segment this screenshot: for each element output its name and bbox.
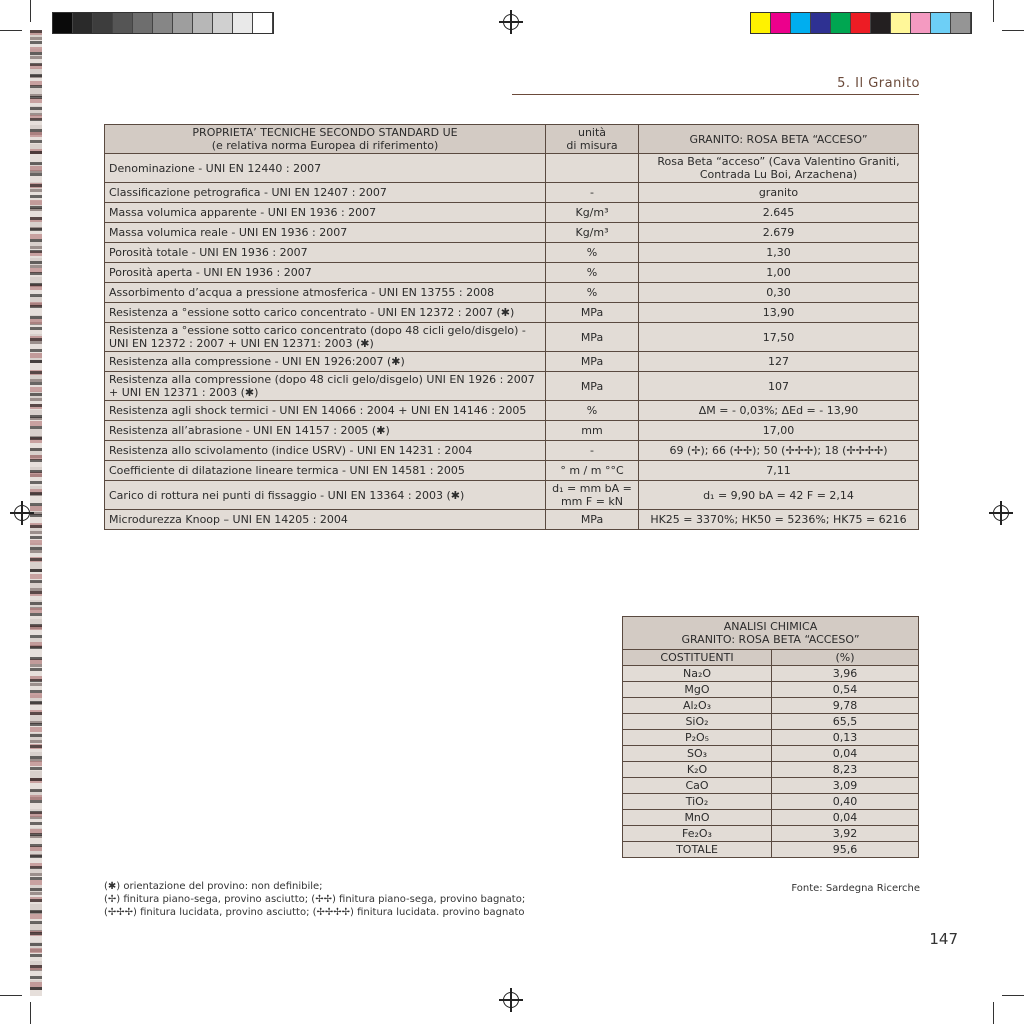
unit-cell: %	[546, 283, 639, 303]
percent-cell: 95,6	[772, 842, 919, 858]
color-calibration-bar	[750, 12, 972, 34]
registration-mark-left	[14, 505, 30, 521]
unit-cell: %	[546, 243, 639, 263]
unit-cell: %	[546, 263, 639, 283]
table-row	[105, 481, 919, 510]
table-row	[105, 421, 919, 441]
constituent-cell: K₂O	[623, 762, 772, 778]
property-cell: Coefficiente di dilatazione lineare termica - UNI EN 14581 : 2005	[105, 461, 546, 481]
header-properties	[105, 125, 546, 154]
constituent-cell: SO₃	[623, 746, 772, 762]
color-swatch	[951, 13, 971, 33]
value-cell: 17,50	[639, 323, 919, 352]
list-item	[623, 666, 919, 682]
property-cell: Massa volumica apparente - UNI EN 1936 : 2007	[105, 203, 546, 223]
chem-title-line2: GRANITO: ROSA BETA “ACCESO”	[681, 633, 860, 646]
value-cell: 127	[639, 352, 919, 372]
list-item	[623, 794, 919, 810]
table-row	[105, 263, 919, 283]
table-row	[105, 243, 919, 263]
gray-swatch	[213, 13, 233, 33]
property-cell: Carico di rottura nei punti di fissaggio - UNI EN 13364 : 2003 (✱)	[105, 481, 546, 510]
table-row	[105, 323, 919, 352]
color-swatch	[811, 13, 831, 33]
table-row	[105, 223, 919, 243]
gray-swatch	[113, 13, 133, 33]
list-item	[623, 762, 919, 778]
property-cell: Resistenza agli shock termici - UNI EN 14066 : 2004 + UNI EN 14146 : 2005	[105, 401, 546, 421]
property-cell: Resistenza alla compressione (dopo 48 cicli gelo/disgelo) UNI EN 1926 : 2007 + UNI EN 12371 : 2003 (✱)	[105, 372, 546, 401]
unit-cell: MPa	[546, 352, 639, 372]
crop-mark	[993, 1002, 994, 1024]
color-swatch	[751, 13, 771, 33]
percent-cell: 8,23	[772, 762, 919, 778]
value-cell: 69 (✢); 66 (✢✢); 50 (✢✢✢); 18 (✢✢✢✢)	[639, 441, 919, 461]
table-row	[105, 203, 919, 223]
grayscale-calibration-bar	[52, 12, 274, 34]
gray-swatch	[73, 13, 93, 33]
header-granite: GRANITO: ROSA BETA “ACCESO”	[639, 125, 919, 154]
value-cell: d₁ = 9,90 bA = 42 F = 2,14	[639, 481, 919, 510]
chem-title-line1: ANALISI CHIMICA	[723, 620, 818, 633]
table-row	[105, 372, 919, 401]
constituent-cell: MgO	[623, 682, 772, 698]
chemical-analysis-table	[622, 616, 919, 858]
color-swatch	[851, 13, 871, 33]
header-unit-line1: unità	[577, 126, 607, 139]
unit-cell: mm	[546, 421, 639, 441]
page-number: 147	[929, 930, 958, 948]
footnote-line: (✱) orientazione del provino: non definibile;	[104, 881, 323, 892]
property-cell: Resistenza a °essione sotto carico concentrato - UNI EN 12372 : 2007 (✱)	[105, 303, 546, 323]
header-unit	[546, 125, 639, 154]
value-cell: Rosa Beta “acceso” (Cava Valentino Graniti, Contrada Lu Boi, Arzachena)	[639, 154, 919, 183]
gray-swatch	[133, 13, 153, 33]
unit-cell: MPa	[546, 510, 639, 530]
value-cell: 2.679	[639, 223, 919, 243]
unit-cell: MPa	[546, 323, 639, 352]
property-cell: Microdurezza Knoop – UNI EN 14205 : 2004	[105, 510, 546, 530]
table-header-row	[105, 125, 919, 154]
constituent-cell: P₂O₅	[623, 730, 772, 746]
constituent-cell: CaO	[623, 778, 772, 794]
value-cell: 1,00	[639, 263, 919, 283]
unit-cell: -	[546, 183, 639, 203]
property-cell: Resistenza alla compressione - UNI EN 1926:2007 (✱)	[105, 352, 546, 372]
constituent-cell: TOTALE	[623, 842, 772, 858]
list-item	[623, 698, 919, 714]
constituent-cell: TiO₂	[623, 794, 772, 810]
percent-cell: 0,13	[772, 730, 919, 746]
constituent-cell: SiO₂	[623, 714, 772, 730]
percent-cell: 0,04	[772, 746, 919, 762]
crop-mark	[993, 0, 994, 22]
color-swatch	[771, 13, 791, 33]
constituent-cell: Fe₂O₃	[623, 826, 772, 842]
property-cell: Porosità aperta - UNI EN 1936 : 2007	[105, 263, 546, 283]
constituent-cell: MnO	[623, 810, 772, 826]
table-row	[105, 183, 919, 203]
chem-header-constituents: COSTITUENTI	[623, 650, 772, 666]
percent-cell: 3,09	[772, 778, 919, 794]
property-cell: Porosità totale - UNI EN 1936 : 2007	[105, 243, 546, 263]
percent-cell: 3,96	[772, 666, 919, 682]
section-title: 5. Il Granito	[837, 76, 920, 91]
table-row	[105, 352, 919, 372]
value-cell: 0,30	[639, 283, 919, 303]
crop-mark	[1002, 995, 1024, 996]
color-swatch	[871, 13, 891, 33]
unit-cell: d₁ = mm bA = mm F = kN	[546, 481, 639, 510]
crop-mark	[30, 0, 31, 22]
table-row	[105, 441, 919, 461]
unit-cell: %	[546, 401, 639, 421]
header-properties-line1: PROPRIETA’ TECNICHE SECONDO STANDARD UE	[192, 126, 458, 139]
source-note: Fonte: Sardegna Ricerche	[791, 883, 920, 894]
crop-mark	[0, 995, 22, 996]
technical-properties-table	[104, 124, 919, 530]
table-row	[105, 283, 919, 303]
percent-cell: 65,5	[772, 714, 919, 730]
percent-cell: 3,92	[772, 826, 919, 842]
list-item	[623, 730, 919, 746]
footnote-line: (✢) finitura piano-sega, provino asciutto; (✢✢) finitura piano-sega, provino bagnato;	[104, 894, 526, 905]
chem-title-row	[623, 617, 919, 650]
footnotes	[104, 880, 525, 919]
property-cell: Resistenza a °essione sotto carico concentrato (dopo 48 cicli gelo/disgelo) - UNI EN 12372 : 2007 + UNI EN 12371: 2003 (✱)	[105, 323, 546, 352]
unit-cell: Kg/m³	[546, 223, 639, 243]
color-swatch	[911, 13, 931, 33]
gray-swatch	[153, 13, 173, 33]
list-item	[623, 842, 919, 858]
constituent-cell: Na₂O	[623, 666, 772, 682]
value-cell: ΔM = - 0,03%; ΔEd = - 13,90	[639, 401, 919, 421]
property-cell: Assorbimento d’acqua a pressione atmosferica - UNI EN 13755 : 2008	[105, 283, 546, 303]
value-cell: 13,90	[639, 303, 919, 323]
property-cell: Denominazione - UNI EN 12440 : 2007	[105, 154, 546, 183]
percent-cell: 0,04	[772, 810, 919, 826]
percent-cell: 9,78	[772, 698, 919, 714]
chem-header-row	[623, 650, 919, 666]
gray-swatch	[53, 13, 73, 33]
table-row	[105, 154, 919, 183]
percent-cell: 0,54	[772, 682, 919, 698]
unit-cell: -	[546, 441, 639, 461]
section-rule	[512, 94, 919, 95]
gray-swatch	[93, 13, 113, 33]
gray-swatch	[253, 13, 273, 33]
list-item	[623, 810, 919, 826]
table-row	[105, 303, 919, 323]
registration-mark-top	[503, 14, 519, 30]
unit-cell: MPa	[546, 372, 639, 401]
header-properties-line2: (e relativa norma Europea di riferimento)	[211, 139, 439, 152]
list-item	[623, 682, 919, 698]
unit-cell: MPa	[546, 303, 639, 323]
header-unit-line2: di misura	[566, 139, 618, 152]
chem-header-percent: (%)	[772, 650, 919, 666]
percent-cell: 0,40	[772, 794, 919, 810]
value-cell: granito	[639, 183, 919, 203]
value-cell: 7,11	[639, 461, 919, 481]
value-cell: 2.645	[639, 203, 919, 223]
list-item	[623, 826, 919, 842]
crop-mark	[30, 1002, 31, 1024]
property-cell: Massa volumica reale - UNI EN 1936 : 2007	[105, 223, 546, 243]
constituent-cell: Al₂O₃	[623, 698, 772, 714]
list-item	[623, 778, 919, 794]
unit-cell: Kg/m³	[546, 203, 639, 223]
value-cell: 17,00	[639, 421, 919, 441]
color-swatch	[891, 13, 911, 33]
color-swatch	[831, 13, 851, 33]
value-cell: 1,30	[639, 243, 919, 263]
property-cell: Resistenza allo scivolamento (indice USRV) - UNI EN 14231 : 2004	[105, 441, 546, 461]
color-swatch	[791, 13, 811, 33]
gray-swatch	[233, 13, 253, 33]
crop-mark	[0, 30, 22, 31]
table-row	[105, 461, 919, 481]
property-cell: Resistenza all’abrasione - UNI EN 14157 : 2005 (✱)	[105, 421, 546, 441]
property-cell: Classificazione petrografica - UNI EN 12407 : 2007	[105, 183, 546, 203]
crop-mark	[1002, 30, 1024, 31]
value-cell: HK25 = 3370%; HK50 = 5236%; HK75 = 6216	[639, 510, 919, 530]
list-item	[623, 746, 919, 762]
unit-cell	[546, 154, 639, 183]
list-item	[623, 714, 919, 730]
table-row	[105, 510, 919, 530]
color-swatch	[931, 13, 951, 33]
footnote-line: (✢✢✢) finitura lucidata, provino asciutto; (✢✢✢✢) finitura lucidata. provino bagnato	[104, 907, 525, 918]
gray-swatch	[173, 13, 193, 33]
unit-cell: ° m / m °°C	[546, 461, 639, 481]
registration-mark-right	[993, 505, 1009, 521]
chem-title	[623, 617, 919, 650]
value-cell: 107	[639, 372, 919, 401]
registration-mark-bottom	[503, 992, 519, 1008]
table-row	[105, 401, 919, 421]
gray-swatch	[193, 13, 213, 33]
